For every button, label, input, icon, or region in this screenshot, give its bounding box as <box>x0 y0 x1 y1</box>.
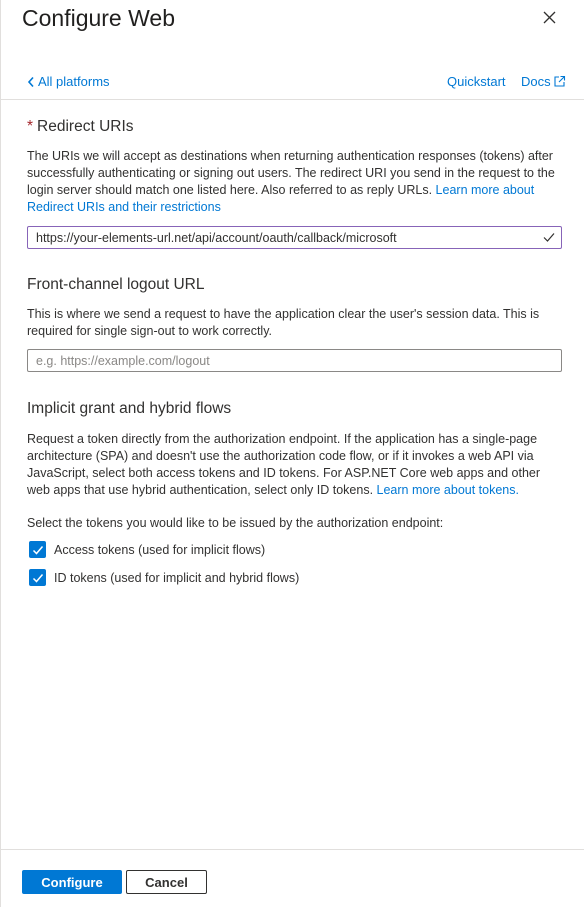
configure-button[interactable]: Configure <box>22 870 122 894</box>
implicit-grant-description-text: Request a token directly from the authorization endpoint. If the application has a single-page architecture (SPA) and doesn't use the authorization code flow, or if it invokes a web API via JavaScript, select both access tokens and ID tokens. For ASP.NET Core web apps and other web apps that use hybrid authentication, select only ID tokens. <box>27 432 541 497</box>
implicit-grant-heading: Implicit grant and hybrid flows <box>27 400 232 417</box>
logout-url-input[interactable] <box>27 349 562 372</box>
redirect-uris-heading-text: Redirect URIs <box>37 118 134 135</box>
panel-title: Configure Web <box>22 5 175 31</box>
checkmark-icon <box>542 230 556 244</box>
cancel-button[interactable]: Cancel <box>126 870 207 894</box>
checkmark-icon <box>32 572 44 584</box>
checkmark-icon <box>32 544 44 556</box>
logout-url-description: This is where we send a request to have the application clear the user's session data. This is required for single sign-out to work correctly. <box>27 307 540 338</box>
token-select-prompt: Select the tokens you would like to be issued by the authorization endpoint: <box>27 516 444 530</box>
access-tokens-check-box[interactable] <box>29 541 46 558</box>
header-divider <box>1 99 584 100</box>
panel-left-border <box>0 0 1 907</box>
chevron-left-icon <box>27 76 35 88</box>
close-icon <box>540 8 560 28</box>
logout-url-heading: Front-channel logout URL <box>27 276 205 293</box>
redirect-uris-learn-more-link[interactable]: Learn more about Redirect URIs and their restrictions <box>27 183 535 214</box>
id-tokens-label: ID tokens (used for implicit and hybrid flows) <box>54 570 300 585</box>
learn-more-tokens-link[interactable]: Learn more about tokens. <box>376 483 519 497</box>
id-tokens-check-box[interactable] <box>29 569 46 586</box>
access-tokens-label: Access tokens (used for implicit flows) <box>54 542 266 557</box>
close-button[interactable] <box>540 8 560 28</box>
quickstart-link[interactable]: Quickstart <box>447 74 506 89</box>
all-platforms-label: All platforms <box>38 74 110 89</box>
implicit-grant-description <box>27 431 565 499</box>
redirect-uris-description <box>27 148 565 216</box>
panel-nav <box>27 72 562 92</box>
id-tokens-checkbox[interactable] <box>29 569 299 586</box>
required-marker: * <box>27 118 34 135</box>
access-tokens-checkbox[interactable] <box>29 541 265 558</box>
footer-divider <box>1 849 584 850</box>
redirect-uris-heading <box>27 118 134 136</box>
redirect-uris-description-text: The URIs we will accept as destinations when returning authentication responses (tokens) after successfully authenticating or signing out users. The redirect URI you send in the request to the login server should match one listed here. Also referred to as reply URLs. <box>27 149 555 197</box>
docs-link[interactable] <box>521 74 566 89</box>
all-platforms-link[interactable] <box>27 74 110 89</box>
docs-label: Docs <box>521 74 551 89</box>
redirect-uri-input[interactable] <box>27 226 562 249</box>
external-link-icon <box>553 75 566 88</box>
